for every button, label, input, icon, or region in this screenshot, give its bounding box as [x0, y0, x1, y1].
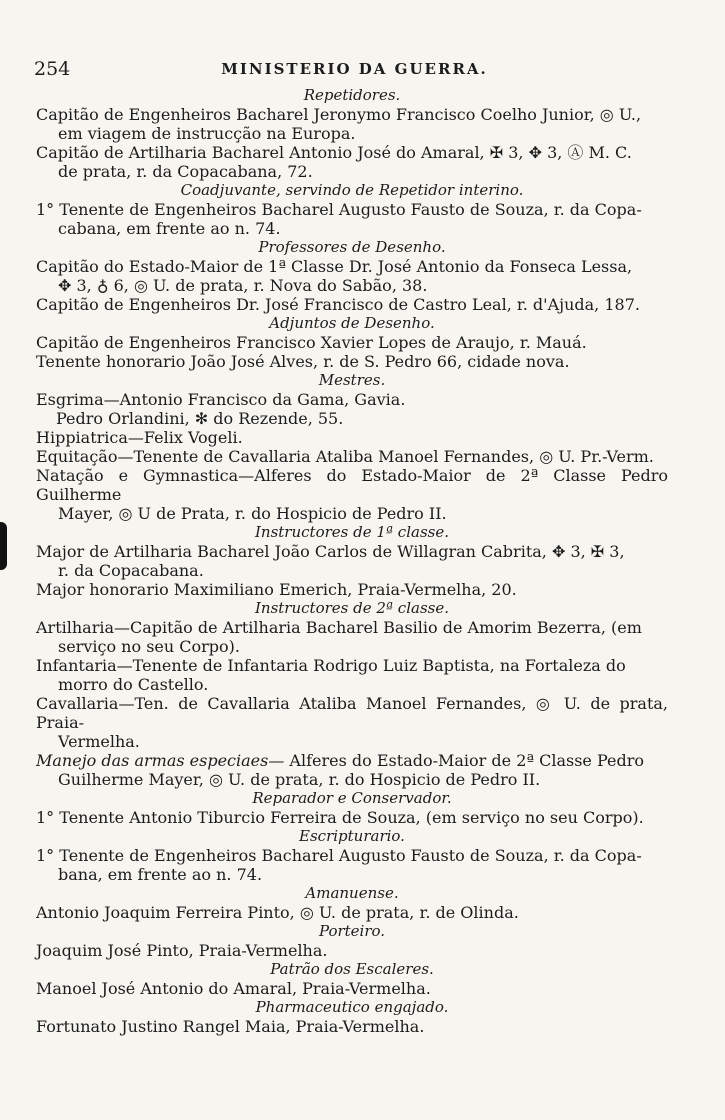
entry-first-line: Manoel José Antonio do Amaral, Praia-Vermelha.: [36, 979, 431, 998]
entry-continuation: morro do Castello.: [58, 675, 209, 694]
entry: [36, 1017, 668, 1036]
entry-continuation: Mayer, ◎ U de Prata, r. do Hospicio de Pedro II.: [58, 504, 447, 523]
entry-first-line: Fortunato Justino Rangel Maia, Praia-Vermelha.: [36, 1017, 425, 1036]
entry-first-line: Hippiatrica—Felix Vogeli.: [36, 428, 243, 447]
section-heading: Porteiro.: [318, 922, 386, 940]
entry: [36, 808, 668, 827]
section-heading: Instructores de 2ª classe.: [255, 599, 449, 617]
margin-ink-mark: [0, 522, 7, 570]
entry-first-line: Esgrima—Antonio Francisco da Gama, Gavia.: [36, 390, 406, 409]
entry-first-line: 1° Tenente de Engenheiros Bacharel Augusto Fausto de Souza, r. da Copa-: [36, 200, 642, 219]
entry-first-line: Capitão de Artilharia Bacharel Antonio José do Amaral, ✠ 3, ✥ 3, Ⓐ M. C.: [36, 143, 632, 162]
entry: [36, 846, 668, 884]
entry: [36, 200, 668, 238]
entry: [36, 903, 668, 922]
section-heading: Mestres.: [318, 371, 386, 389]
entry-first-line: Tenente honorario João José Alves, r. de S. Pedro 66, cidade nova.: [36, 352, 570, 371]
section-heading: Coadjuvante, servindo de Repetidor interino.: [180, 181, 524, 199]
section-heading: Reparador e Conservador.: [252, 789, 452, 807]
section-heading: Patrão dos Escaleres.: [270, 960, 434, 978]
entry: [36, 979, 668, 998]
entry-first-line: Capitão de Engenheiros Dr. José Francisco de Castro Leal, r. d'Ajuda, 187.: [36, 295, 640, 314]
entry: [36, 580, 668, 599]
entry-continuation: em viagem de instrucção na Europa.: [58, 124, 356, 143]
entry: [36, 447, 668, 466]
entry-continuation: serviço no seu Corpo).: [58, 637, 240, 656]
entry-continuation: de prata, r. da Copacabana, 72.: [58, 162, 313, 181]
entry-first-line: Natação e Gymnastica—Alferes do Estado-Maior de 2ª Classe Pedro Guilherme: [36, 466, 668, 504]
entry-first-line: Artilharia—Capitão de Artilharia Bacharel Basilio de Amorim Bezerra, (em: [36, 618, 642, 637]
entry: [36, 542, 668, 580]
section-heading: Instructores de 1ª classe.: [255, 523, 449, 541]
entry-first-line: 1° Tenente Antonio Tiburcio Ferreira de Souza, (em serviço no seu Corpo).: [36, 808, 644, 827]
entry-first-line: 1° Tenente de Engenheiros Bacharel Augusto Fausto de Souza, r. da Copa-: [36, 846, 642, 865]
document-body: [36, 86, 668, 1036]
entry: [36, 333, 668, 352]
entry: [36, 694, 668, 751]
page-number: 254: [34, 58, 71, 80]
section-heading: Professores de Desenho.: [258, 238, 446, 256]
entry-continuation: bana, em frente ao n. 74.: [58, 865, 263, 884]
section-heading: Escripturario.: [299, 827, 405, 845]
section-heading: Pharmaceutico engajado.: [255, 998, 449, 1016]
entry: [36, 105, 668, 143]
entry-first-line: Major honorario Maximiliano Emerich, Praia-Vermelha, 20.: [36, 580, 517, 599]
entry-continuation: r. da Copacabana.: [58, 561, 204, 580]
entry-continuation: Guilherme Mayer, ◎ U. de prata, r. do Hospicio de Pedro II.: [58, 770, 541, 789]
section-heading: Amanuense.: [305, 884, 399, 902]
entry: [36, 428, 668, 447]
entry-first-line: Infantaria—Tenente de Infantaria Rodrigo Luiz Baptista, na Fortaleza do: [36, 656, 626, 675]
section-heading: Repetidores.: [303, 86, 401, 104]
entry-continuation: ✥ 3, ♁ 6, ◎ U. de prata, r. Nova do Sabão, 38.: [58, 276, 428, 295]
entry-first-line: Joaquim José Pinto, Praia-Vermelha.: [36, 941, 328, 960]
entry-first-line: Cavallaria—Ten. de Cavallaria Ataliba Manoel Fernandes, ◎ U. de prata, Praia-: [36, 694, 668, 732]
entry-italic-lead: Manejo das armas especiaes—: [36, 751, 285, 770]
entry-first-line: Equitação—Tenente de Cavallaria Ataliba Manoel Fernandes, ◎ U. Pr.-Verm.: [36, 447, 654, 466]
entry: [36, 390, 668, 409]
entry-line: Pedro Orlandini, ✻ do Rezende, 55.: [56, 409, 344, 428]
entry: [36, 941, 668, 960]
entry: [36, 257, 668, 295]
entry: [36, 656, 668, 694]
entry: [36, 618, 668, 656]
entry-first-line: Major de Artilharia Bacharel João Carlos de Willagran Cabrita, ✥ 3, ✠ 3,: [36, 542, 625, 561]
entry-first-line: Capitão de Engenheiros Bacharel Jeronymo Francisco Coelho Junior, ◎ U.,: [36, 105, 642, 124]
entry: [36, 352, 668, 371]
entry-first-line: Capitão do Estado-Maior de 1ª Classe Dr. José Antonio da Fonseca Lessa,: [36, 257, 633, 276]
entry-continuation: Vermelha.: [58, 732, 140, 751]
entry: [36, 295, 668, 314]
entry: [36, 143, 668, 181]
page-header: [34, 58, 675, 82]
entry-first-line: Alferes do Estado-Maior de 2ª Classe Pedro: [284, 751, 644, 770]
page-title: MINISTERIO DA GUERRA.: [221, 60, 488, 78]
entry: [36, 751, 668, 789]
section-heading: Adjuntos de Desenho.: [269, 314, 435, 332]
entry-first-line: Capitão de Engenheiros Francisco Xavier Lopes de Araujo, r. Mauá.: [36, 333, 587, 352]
entry-first-line: Antonio Joaquim Ferreira Pinto, ◎ U. de prata, r. de Olinda.: [36, 903, 519, 922]
entry-continuation: cabana, em frente ao n. 74.: [58, 219, 281, 238]
entry: [36, 466, 668, 523]
